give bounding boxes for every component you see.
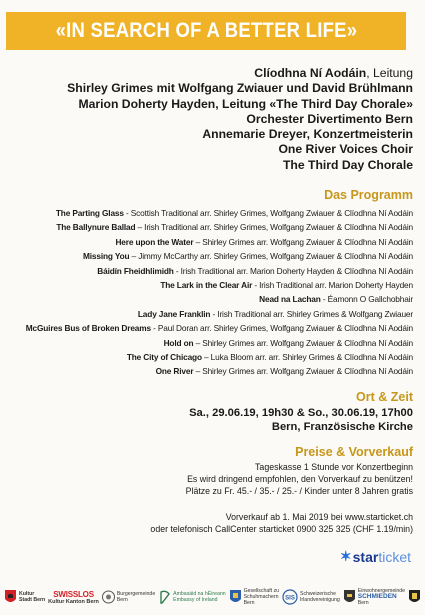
sponsor-burgergemeinde: Burgergemeinde Bern bbox=[102, 589, 155, 605]
recommendation-line: Es wird dringend empfohlen, den Vorverkauf zu benützen! bbox=[187, 473, 413, 484]
program-item: McGuires Bus of Broken Dreams - Paul Doran arr. Shirley Grimes, Wolfgang Zwiauer & Clíodhna Ní Aodáin bbox=[25, 323, 413, 334]
program-item: Here upon the Water – Shirley Grimes arr. Wolfgang Zwiauer & Clíodhna Ní Aodáin bbox=[115, 236, 413, 247]
performer-line: Orchester Divertimento Bern bbox=[246, 111, 413, 126]
svg-text:SIS: SIS bbox=[285, 595, 295, 602]
performer-line: Shirley Grimes mit Wolfgang Zwiauer und David Brühlmann bbox=[67, 81, 413, 96]
program-item: The Ballynure Ballad – Irish Traditional arr. Shirley Grimes, Wolfgang Zwiauer & Clíodhna Ní Aodáin bbox=[56, 222, 413, 233]
venue-line: Bern, Französische Kirche bbox=[271, 421, 413, 434]
vorverkauf-block bbox=[13, 512, 413, 536]
program-item: Missing You – Jimmy McCarthy arr. Shirley Grimes, Wolfgang Zwiauer & Clíodhna Ní Aodáin bbox=[82, 251, 413, 262]
bern-crest-icon bbox=[408, 589, 421, 605]
sponsor-swisslos: SWISSLOS Kultur Kanton Bern bbox=[48, 589, 99, 605]
performer-line: Marion Doherty Hayden, Leitung «The Third Day Chorale» bbox=[78, 96, 413, 111]
date-line: Sa., 29.06.19, 19h30 & So., 30.06.19, 17h00 bbox=[189, 407, 413, 419]
vorverkauf-line: Vorverkauf ab 1. Mai 2019 bei www.starticket.ch bbox=[225, 512, 413, 522]
performer-line: Annemarie Dreyer, Konzertmeisterin bbox=[202, 127, 413, 142]
programm-list bbox=[8, 206, 413, 379]
sponsor-irlandvereinigung: SIS Schweizerische Irlandvereinigung bbox=[282, 589, 340, 605]
bern-bear-icon bbox=[4, 589, 17, 605]
program-item: Báidín Fheidhlimidh - Irish Traditional arr. Marion Doherty Hayden & Clíodhna Ní Aodáin bbox=[97, 265, 413, 276]
tageskasse-line: Tageskasse 1 Stunde vor Konzertbeginn bbox=[255, 462, 413, 472]
title-banner-text: «IN SEARCH OF A BETTER LIFE» bbox=[55, 19, 357, 42]
sponsor-strip bbox=[4, 582, 421, 612]
burgergemeinde-crest-icon bbox=[102, 589, 115, 605]
sponsor-embassy-ireland: Ambasáid na hÉireann Embassy of Ireland bbox=[158, 589, 226, 605]
prices-line: Plätze zu Fr. 45.- / 35.- / 25.- / Kinder unter 8 Jahren gratis bbox=[185, 485, 413, 496]
sponsor-schmieden: Einwohnergemeinde SCHMIEDEN Bern bbox=[343, 588, 405, 606]
program-item: Nead na Lachan - Éamonn O Gallchobhair bbox=[259, 294, 413, 305]
programm-heading: Das Programm bbox=[324, 188, 413, 202]
society-crest-icon bbox=[229, 589, 242, 605]
gemeinde-icon bbox=[343, 589, 356, 605]
preise-heading: Preise & Vorverkauf bbox=[295, 445, 413, 459]
callcenter-line: oder telefonisch CallCenter starticket 0900 325 325 (CHF 1.19/min) bbox=[150, 523, 413, 534]
program-item: Hold on – Shirley Grimes arr. Wolfgang Zwiauer & Clíodhna Ní Aodáin bbox=[163, 337, 413, 348]
program-item: The Lark in the Clear Air - Irish Traditional arr. Marion Doherty Hayden bbox=[160, 280, 413, 291]
performer-line: The Third Day Chorale bbox=[282, 157, 413, 172]
program-item: The City of Chicago – Luka Bloom arr. arr. Shirley Grimes & Clíodhna Ní Aodáin bbox=[126, 352, 413, 363]
performers-list bbox=[33, 66, 413, 173]
ort-zeit-heading: Ort & Zeit bbox=[356, 390, 413, 404]
sponsor-kultur-stadt-bern: Kultur Stadt Bern bbox=[4, 589, 45, 605]
performer-line: Clíodhna Ní Aodáin, Leitung bbox=[254, 66, 413, 80]
preise-block bbox=[13, 462, 413, 497]
program-item: One River – Shirley Grimes arr. Wolfgang Zwiauer & Clíodhna Ní Aodáin bbox=[155, 366, 413, 377]
harp-icon bbox=[158, 589, 171, 605]
sponsor-schuhmachern: Gesellschaft zu Schuhmachern Bern bbox=[229, 588, 279, 606]
sis-icon bbox=[282, 589, 298, 605]
star-icon: ✶ bbox=[339, 548, 352, 564]
sponsor-bern-crest bbox=[408, 589, 421, 605]
title-banner bbox=[6, 12, 406, 50]
starticket-logo: ✶ star ticket bbox=[339, 548, 411, 565]
program-item: Lady Jane Franklin - Irish Traditional arr. Shirley Grimes & Wolfgang Zwiauer bbox=[137, 308, 413, 319]
ort-zeit-block bbox=[33, 406, 413, 434]
performer-line: One River Voices Choir bbox=[278, 142, 413, 157]
program-item: The Parting Glass - Scottish Traditional arr. Shirley Grimes, Wolfgang Zwiauer & Clíodhna Ní Aodáin bbox=[55, 208, 413, 218]
